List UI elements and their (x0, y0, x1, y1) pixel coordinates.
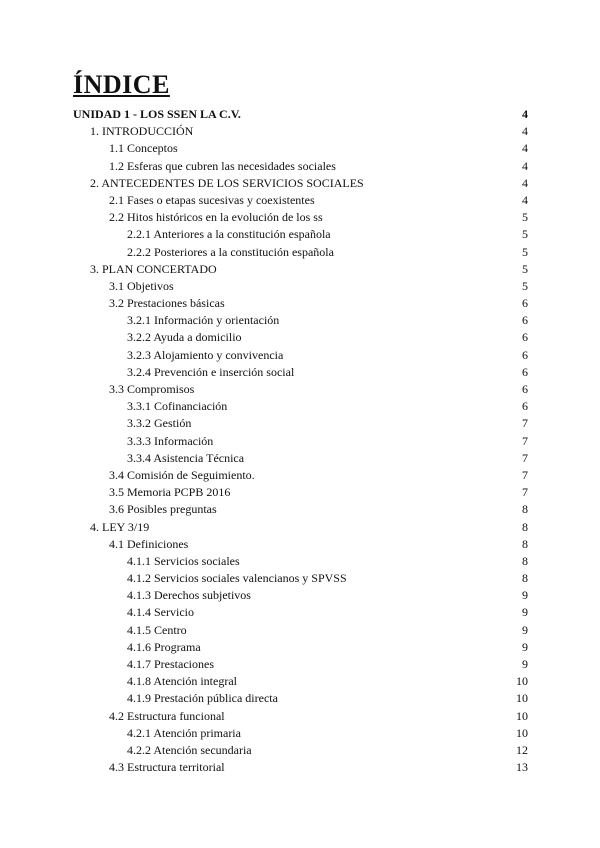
toc-entry-title: 3.2.4 Prevención e inserción social (127, 364, 295, 379)
toc-entry[interactable] (73, 175, 528, 192)
toc-entry-title: 4. LEY 3/19 (90, 519, 150, 534)
toc-entry[interactable] (73, 312, 528, 329)
toc-entry-title: 2. ANTECEDENTES DE LOS SERVICIOS SOCIALES (90, 175, 364, 190)
toc-entry[interactable] (73, 278, 528, 295)
toc-entry-title: UNIDAD 1 - LOS SSEN LA C.V. (73, 107, 241, 121)
toc-entry-title: 3.1 Objetivos (109, 278, 174, 293)
toc-entry-page-number: 6 (522, 347, 528, 362)
toc-entry[interactable] (73, 295, 528, 312)
toc-entry[interactable] (73, 192, 528, 209)
toc-entry-page-number: 5 (522, 278, 528, 293)
toc-entry-title: 3.3.3 Información (127, 433, 214, 448)
toc-entry[interactable] (73, 433, 528, 450)
toc-entry[interactable] (73, 759, 528, 776)
toc-entry-title: 4.2.1 Atención primaria (127, 725, 241, 740)
toc-entry[interactable] (73, 484, 528, 501)
toc-entry[interactable] (73, 226, 528, 243)
toc-entry[interactable] (73, 329, 528, 346)
toc-entry-title: 1.2 Esferas que cubren las necesidades sociales (109, 158, 336, 173)
toc-entry-page-number: 7 (522, 467, 528, 482)
toc-entry-title: 3. PLAN CONCERTADO (90, 261, 217, 276)
toc-entry-page-number: 7 (522, 450, 528, 465)
toc-entry[interactable] (73, 570, 528, 587)
toc-entry-title: 4.1.1 Servicios sociales (127, 553, 240, 568)
toc-entry-title: 3.2 Prestaciones básicas (109, 296, 225, 311)
toc-entry-title: 1.1 Conceptos (109, 141, 178, 156)
toc-entry[interactable] (73, 140, 528, 157)
toc-entry[interactable] (73, 725, 528, 742)
toc-entry-page-number: 8 (522, 519, 528, 534)
toc-entry[interactable] (73, 347, 528, 364)
toc-entry-title: 4.1.7 Prestaciones (127, 657, 214, 671)
toc-entry-page-number: 5 (522, 210, 528, 225)
toc-entry[interactable] (73, 244, 528, 261)
toc-entry[interactable] (73, 209, 528, 226)
toc-entry-page-number: 8 (522, 553, 528, 568)
toc-entry[interactable] (73, 656, 528, 673)
toc-entry-page-number: 8 (522, 502, 528, 517)
toc-entry-title: 4.2 Estructura funcional (109, 708, 225, 723)
toc-entry-title: 3.2.1 Información y orientación (127, 313, 280, 328)
toc-entry-page-number: 10 (516, 708, 528, 723)
toc-entry-page-number: 6 (522, 313, 528, 328)
toc-entry[interactable] (73, 673, 528, 690)
toc-entry-title: 3.3 Compromisos (109, 382, 195, 396)
toc-entry-title: 4.1.8 Atención integral (127, 674, 237, 689)
toc-entry-title: 1. INTRODUCCIÓN (90, 124, 194, 139)
toc-entry-page-number: 7 (522, 416, 528, 431)
page-title: ÍNDICE (73, 70, 170, 99)
toc-entry[interactable] (73, 450, 528, 467)
toc-entry-title: 2.2.1 Anteriores a la constitución española (127, 227, 331, 242)
toc-entry-title: 4.2.2 Atención secundaria (127, 742, 252, 757)
toc-entry[interactable] (73, 501, 528, 518)
toc-entry[interactable] (73, 587, 528, 604)
toc-entry-title: 4.1.3 Derechos subjetivos (127, 588, 251, 603)
toc-entry-title: 3.3.2 Gestión (127, 416, 192, 431)
toc-entry[interactable] (73, 622, 528, 639)
toc-entry-page-number: 10 (516, 674, 528, 689)
toc-entry-title: 2.2.2 Posteriores a la constitución española (127, 244, 334, 259)
toc-entry-page-number: 4 (522, 192, 528, 207)
toc-entry-page-number: 9 (522, 605, 528, 620)
toc-entry-title: 3.6 Posibles preguntas (109, 502, 217, 517)
toc-entry-page-number: 13 (516, 760, 528, 775)
toc-entry-title: 3.2.2 Ayuda a domicilio (127, 330, 242, 345)
toc-entry-title: 4.1.9 Prestación pública directa (127, 691, 278, 706)
toc-entry-page-number: 12 (516, 742, 528, 757)
toc-entry-title: 2.1 Fases o etapas sucesivas y coexistentes (109, 192, 315, 207)
toc-entry[interactable] (73, 519, 528, 536)
toc-entry-page-number: 6 (522, 330, 528, 345)
toc-entry[interactable] (73, 123, 528, 140)
toc-entry-page-number: 9 (522, 657, 528, 671)
toc-entry[interactable] (73, 690, 528, 707)
toc-entry-title: 4.3 Estructura territorial (109, 760, 225, 775)
toc-entry[interactable] (73, 398, 528, 415)
toc-entry[interactable] (73, 604, 528, 621)
toc-entry[interactable] (73, 364, 528, 381)
toc-entry[interactable] (73, 639, 528, 656)
table-of-contents (73, 106, 528, 776)
toc-entry-page-number: 4 (522, 158, 528, 173)
toc-entry-page-number: 6 (522, 364, 528, 379)
toc-entry-page-number: 10 (516, 691, 528, 706)
toc-entry-page-number: 9 (522, 639, 528, 654)
toc-entry-title: 4.1 Definiciones (109, 536, 189, 551)
toc-entry[interactable] (73, 106, 528, 123)
toc-entry[interactable] (73, 467, 528, 484)
toc-entry-title: 3.4 Comisión de Seguimiento. (109, 467, 255, 482)
toc-entry-title: 3.3.4 Asistencia Técnica (127, 450, 245, 465)
toc-entry-page-number: 9 (522, 622, 528, 637)
toc-entry-title: 3.3.1 Cofinanciación (127, 399, 228, 414)
toc-entry-page-number: 4 (522, 124, 528, 139)
toc-entry-title: 2.2 Hitos históricos en la evolución de los ss (109, 210, 323, 225)
toc-entry-title: 4.1.5 Centro (127, 622, 187, 637)
toc-entry-page-number: 10 (516, 725, 528, 740)
toc-entry[interactable] (73, 742, 528, 759)
toc-entry[interactable] (73, 261, 528, 278)
toc-entry-title: 4.1.2 Servicios sociales valencianos y SPVSS (127, 571, 347, 586)
toc-entry-page-number: 9 (522, 588, 528, 603)
toc-entry-page-number: 5 (522, 244, 528, 259)
toc-entry-page-number: 6 (522, 399, 528, 414)
toc-entry[interactable] (73, 158, 528, 175)
toc-entry-page-number: 4 (522, 175, 528, 190)
toc-entry-page-number: 4 (522, 141, 528, 156)
toc-entry-page-number: 7 (522, 485, 528, 500)
toc-entry[interactable] (73, 553, 528, 570)
toc-entry-title: 4.1.6 Programa (127, 639, 201, 654)
toc-entry-page-number: 7 (522, 433, 528, 448)
toc-entry-page-number: 5 (522, 261, 528, 276)
toc-entry[interactable] (73, 415, 528, 432)
toc-entry-page-number: 8 (522, 571, 528, 586)
toc-entry-title: 4.1.4 Servicio (127, 605, 194, 620)
toc-entry-page-number: 5 (522, 227, 528, 242)
toc-entry-title: 3.2.3 Alojamiento y convivencia (127, 347, 284, 362)
toc-entry[interactable] (73, 708, 528, 725)
toc-entry-title: 3.5 Memoria PCPB 2016 (109, 485, 231, 500)
toc-entry-page-number: 4 (522, 107, 528, 121)
toc-entry-page-number: 8 (522, 536, 528, 551)
toc-entry-page-number: 6 (522, 296, 528, 311)
toc-entry[interactable] (73, 381, 528, 398)
toc-entry[interactable] (73, 536, 528, 553)
toc-entry-page-number: 6 (522, 382, 528, 396)
